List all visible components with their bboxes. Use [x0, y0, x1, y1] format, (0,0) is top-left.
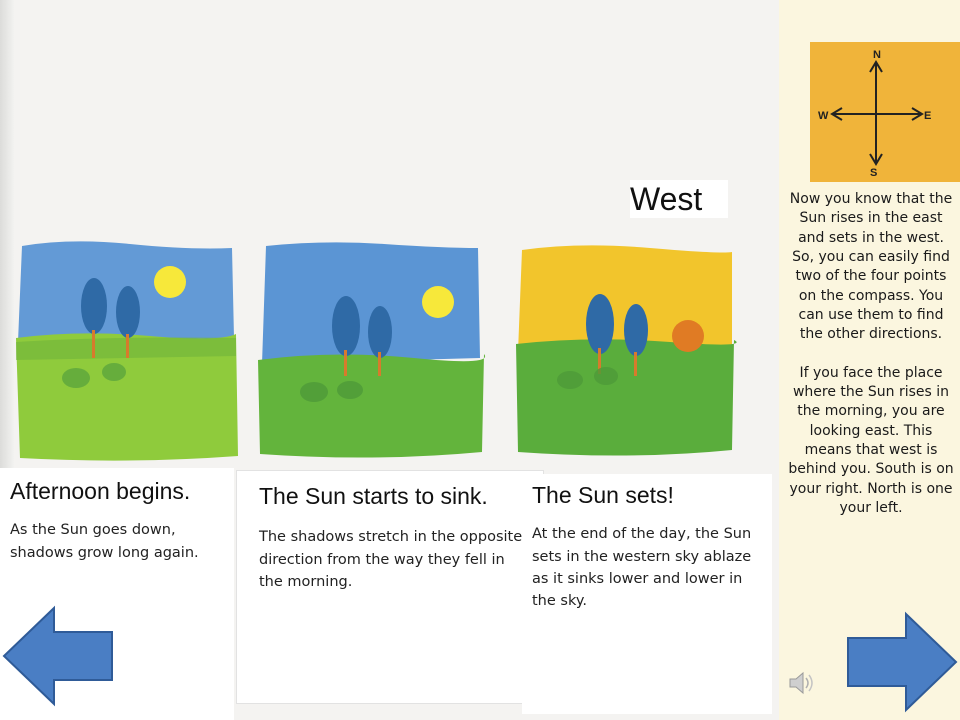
next-button[interactable]: [844, 610, 960, 714]
panel-title: The Sun starts to sink.: [259, 483, 488, 509]
left-arrow-icon: [4, 608, 112, 704]
compass-west: W: [818, 110, 829, 122]
side-panel-text: Now you know that the Sun rises in the east and sets in the west. So, you can easily find two of the four points on the compass. You can use them to find the other directions. If you face the place where the Sun rises in the morning, you are looking east. This means that west is behind you. South is on your right. North is one your left.: [788, 191, 954, 516]
panel-sun-sinking: [236, 470, 544, 704]
illustration-afternoon: [10, 238, 242, 468]
panel-sunset: [522, 474, 772, 714]
illustration-sunset: [510, 240, 740, 466]
illustration-sun-sinking: [254, 240, 490, 466]
speaker-icon[interactable]: [786, 668, 816, 698]
panel-body: As the Sun goes down, shadows grow long again.: [10, 522, 199, 561]
compass-icon: [810, 42, 960, 182]
right-arrow-icon: [848, 614, 956, 710]
panel-title: The Sun sets!: [532, 482, 674, 508]
compass-north: N: [873, 49, 881, 61]
panel-body: At the end of the day, the Sun sets in the western sky ablaze as it sinks lower and lower in the sky.: [532, 526, 752, 610]
panel-title: Afternoon begins.: [10, 478, 191, 504]
west-label: West: [630, 180, 728, 218]
compass-east: E: [924, 110, 932, 122]
compass-south: S: [870, 167, 878, 179]
back-button[interactable]: [0, 604, 116, 708]
panel-body: The shadows stretch in the opposite direction from the way they fell in the morning.: [259, 529, 523, 590]
